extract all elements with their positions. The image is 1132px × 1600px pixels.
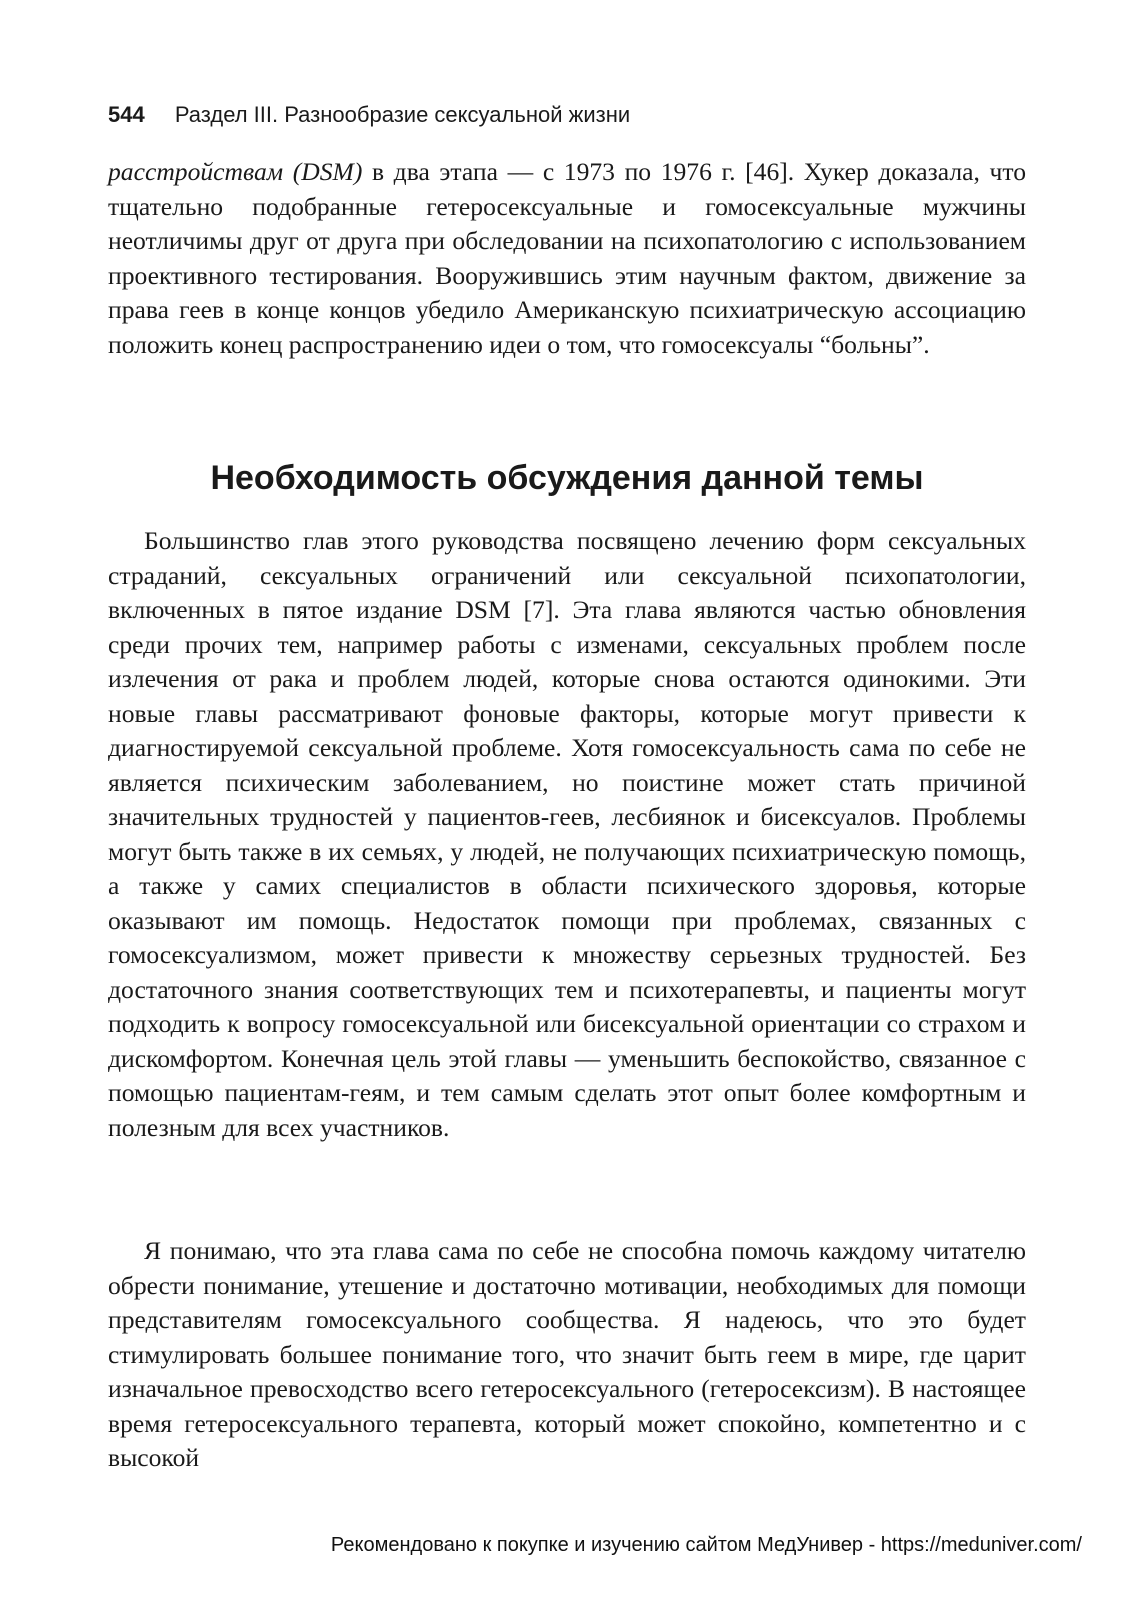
running-title: Раздел III. Разнообразие сексуальной жизни <box>174 102 631 127</box>
section-heading: Необходимость обсуждения данной темы <box>210 459 924 497</box>
section-paragraph-1-text: Большинство глав этого руководства посвящено лечению форм сексуальных страданий, сексуальных ограничений или сексуальной психопатологии, включенных в пятое издание DSM [7]. Эта глава являются частью обновления среди прочих тем, например работы с изменами, сексуальных проблем после излечения от рака и проблем людей, которые снова остаются одинокими. Эти новые главы рассматривают фоновые факторы, которые могут привести к диагностируемой сексуальной проблеме. Хотя гомосексуальность сама по себе не является психическим заболеванием, но поистине может стать причиной значительных трудностей у пациентов-геев, лесбиянок и бисексуалов. Проблемы могут быть также в их семьях, у людей, не получающих психиатрическую помощь, а также у самих специалистов в области психического здоровья, которые оказывают им помощь. Недостаток помощи при проблемах, связанных с гомосексуализмом, может привести к множеству серьезных трудностей. Без достаточного знания соответствующих тем и психотерапевты, и пациенты могут подходить к вопросу гомосексуальной или бисексуальной ориентации со страхом и дискомфортом. Конечная цель этой главы — уменьшить беспокойство, связанное с помощью пациентам-геям, и тем самым сделать этот опыт более комфортным и полезным для всех участников. <box>108 526 1026 1142</box>
intro-emphasis: расстройствам (DSM) <box>108 157 363 186</box>
intro-text: в два этапа — с 1973 по 1976 г. [46]. Хукер доказала, что тщательно подобранные гетеросексуальные и гомосексуальные мужчины неотличимы друг от друга при обследовании на психопатологию с использованием проективного тестирования. Вооружившись этим научным фактом, движение за права геев в конце концов убедило Американскую психиатрическую ассоциацию положить конец распространению идеи о том, что гомосексуалы “больны”. <box>108 157 1026 359</box>
section-paragraph-2 <box>108 1234 1026 1476</box>
running-header <box>108 101 630 129</box>
intro-paragraph <box>108 155 1026 362</box>
section-paragraph-1 <box>108 524 1026 1145</box>
section-paragraph-2-text: Я понимаю, что эта глава сама по себе не способна помочь каждому читателю обрести понимание, утешение и достаточно мотивации, необходимых для помощи представителям гомосексуального сообщества. Я надеюсь, что это будет стимулировать большее понимание того, что значит быть геем в мире, где царит изначальное превосходство всего гетеросексуального (гетеросексизм). В настоящее время гетеросексуального терапевта, который может спокойно, компетентно и с высокой <box>108 1236 1026 1472</box>
page-number: 544 <box>108 102 145 127</box>
footer-watermark: Рекомендовано к покупке и изучению сайтом МедУнивер - https://meduniver.com/ <box>330 1534 1082 1556</box>
